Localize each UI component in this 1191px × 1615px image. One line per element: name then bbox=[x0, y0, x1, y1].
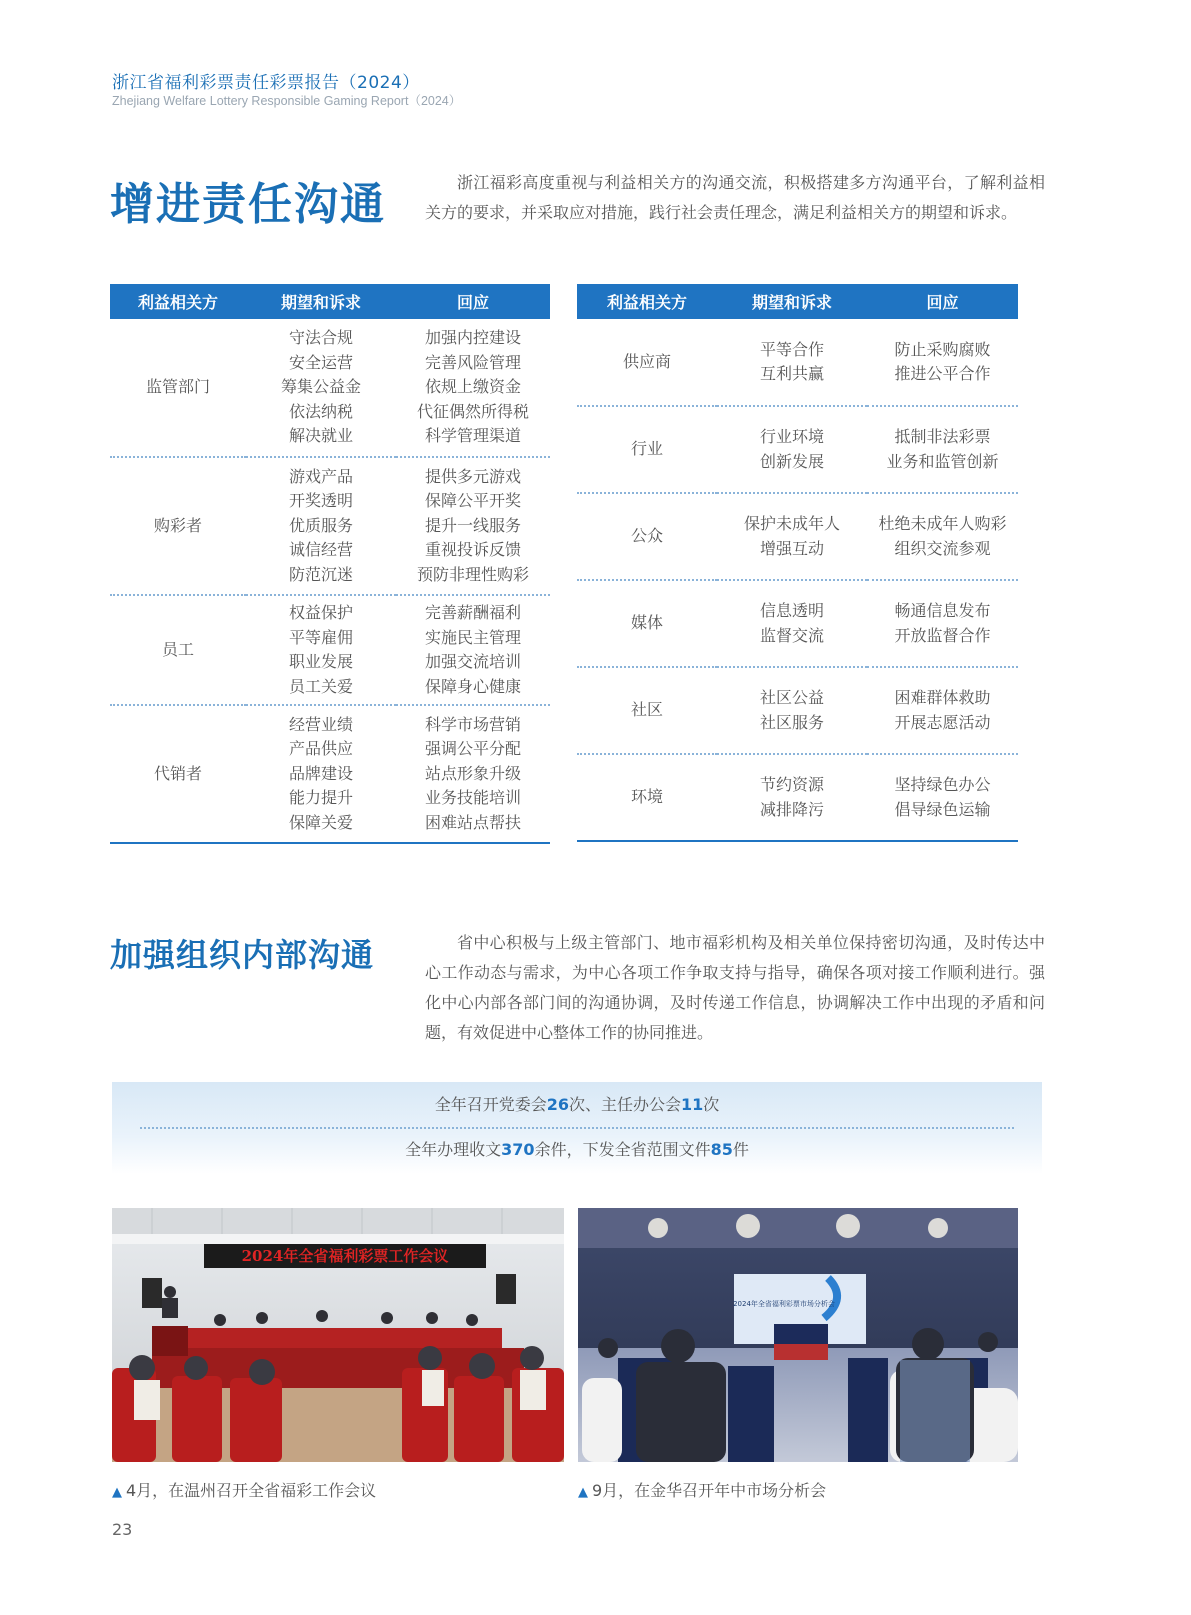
stakeholder-name: 环境 bbox=[577, 754, 717, 841]
response-item: 倡导绿色运输 bbox=[894, 799, 991, 819]
table-row bbox=[577, 493, 1018, 580]
expectation-item: 增强互动 bbox=[759, 538, 824, 558]
stakeholder-name: 公众 bbox=[577, 493, 717, 580]
expectation-item: 保障关爱 bbox=[288, 812, 353, 832]
table-row bbox=[577, 580, 1018, 667]
expectation-item: 节约资源 bbox=[759, 775, 824, 794]
stakeholder-name: 行业 bbox=[577, 406, 717, 493]
response-list bbox=[867, 406, 1018, 493]
expectation-item: 权益保护 bbox=[288, 603, 353, 622]
response-list bbox=[396, 595, 550, 705]
col-header-response: 回应 bbox=[867, 284, 1018, 319]
expectation-item: 行业环境 bbox=[759, 427, 824, 446]
table-row bbox=[577, 754, 1018, 841]
response-list bbox=[867, 754, 1018, 841]
expectation-item: 社区公益 bbox=[759, 688, 824, 707]
expectation-item: 互利共赢 bbox=[759, 364, 824, 383]
triangle-icon: ▲ bbox=[112, 1485, 122, 1500]
response-list bbox=[396, 319, 550, 457]
response-item: 完善风险管理 bbox=[424, 352, 521, 372]
expectation-item: 信息透明 bbox=[759, 601, 824, 620]
expectation-list bbox=[246, 595, 396, 705]
stakeholder-name: 代销者 bbox=[110, 705, 246, 843]
expectation-list bbox=[717, 667, 867, 754]
expectation-item: 经营业绩 bbox=[288, 714, 353, 734]
col-header-expect: 期望和诉求 bbox=[246, 284, 396, 319]
response-item: 畅通信息发布 bbox=[894, 601, 991, 620]
response-item: 防止采购腐败 bbox=[894, 339, 991, 359]
expectation-item: 筹集公益金 bbox=[280, 377, 361, 397]
expectation-list bbox=[246, 457, 396, 595]
response-item: 业务技能培训 bbox=[424, 788, 521, 808]
expectation-item: 能力提升 bbox=[288, 788, 353, 808]
expectation-item: 优质服务 bbox=[288, 515, 353, 535]
expectation-item: 游戏产品 bbox=[288, 466, 353, 486]
expectation-list bbox=[246, 319, 396, 457]
response-item: 杜绝未成年人购彩 bbox=[878, 514, 1007, 533]
expectation-list bbox=[717, 319, 867, 406]
table-row bbox=[577, 406, 1018, 493]
stakeholder-name: 供应商 bbox=[577, 319, 717, 406]
expectation-list bbox=[717, 580, 867, 667]
section1-paragraph: 浙江福彩高度重视与利益相关方的沟通交流，积极搭建多方沟通平台，了解利益相关方的要求，并采取应对措施，践行社会责任理念，满足利益相关方的期望和诉求。 bbox=[425, 173, 1045, 222]
expectation-item: 产品供应 bbox=[288, 739, 353, 759]
caption-left: ▲ 4月，在温州召开全省福彩工作会议 bbox=[112, 1481, 377, 1500]
expectation-item: 开奖透明 bbox=[288, 491, 353, 511]
table-row bbox=[110, 705, 550, 843]
expectation-item: 平等合作 bbox=[759, 339, 824, 359]
report-title-en: Zhejiang Welfare Lottery Responsible Gaming Report（2024） bbox=[112, 94, 462, 108]
response-list bbox=[867, 319, 1018, 406]
response-list bbox=[396, 705, 550, 843]
stat-line-documents: 全年办理收文370余件，下发全省范围文件85件 bbox=[405, 1140, 749, 1159]
response-item: 完善薪酬福利 bbox=[424, 603, 521, 622]
response-item: 保障公平开奖 bbox=[424, 491, 521, 511]
response-item: 坚持绿色办公 bbox=[894, 775, 991, 794]
stakeholder-table-right bbox=[577, 284, 1018, 842]
response-item: 困难群体救助 bbox=[894, 688, 991, 707]
triangle-icon: ▲ bbox=[578, 1485, 588, 1500]
response-item: 实施民主管理 bbox=[424, 627, 521, 647]
response-item: 加强内控建设 bbox=[424, 328, 521, 348]
response-item: 保障身心健康 bbox=[424, 676, 521, 696]
response-item: 提升一线服务 bbox=[424, 515, 521, 535]
expectation-item: 解决就业 bbox=[288, 426, 353, 446]
response-item: 业务和监管创新 bbox=[886, 451, 999, 471]
expectation-list bbox=[246, 705, 396, 843]
stat-line-meetings: 全年召开党委会26次、主任办公会11次 bbox=[434, 1095, 720, 1114]
expectation-item: 员工关爱 bbox=[288, 676, 353, 696]
expectation-item: 依法纳税 bbox=[288, 401, 353, 421]
expectation-item: 安全运营 bbox=[288, 352, 353, 372]
expectation-item: 创新发展 bbox=[759, 451, 824, 471]
col-header-expect: 期望和诉求 bbox=[717, 284, 867, 319]
response-list bbox=[396, 457, 550, 595]
stakeholder-name: 员工 bbox=[110, 595, 246, 705]
stakeholder-name: 社区 bbox=[577, 667, 717, 754]
col-header-response: 回应 bbox=[396, 284, 550, 319]
expectation-item: 保护未成年人 bbox=[743, 514, 840, 533]
response-item: 科学管理渠道 bbox=[424, 426, 521, 446]
expectation-item: 品牌建设 bbox=[288, 763, 353, 783]
response-item: 强调公平分配 bbox=[424, 739, 521, 759]
stakeholder-name: 监管部门 bbox=[110, 319, 246, 457]
section2-paragraph: 省中心积极与上级主管部门、地市福彩机构及相关单位保持密切沟通，及时传达中心工作动态与需求，为中心各项工作争取支持与指导，确保各项对接工作顺利进行。强化中心内部各部门间的沟通协调，及时传递工作信息，协调解决工作中出现的矛盾和问题，有效促进中心整体工作的协同推进。 bbox=[425, 933, 1045, 1042]
photo-wenzhou-meeting bbox=[112, 1208, 564, 1462]
response-item: 困难站点帮扶 bbox=[424, 812, 521, 832]
response-item: 加强交流培训 bbox=[424, 652, 521, 671]
section2-heading: 加强组织内部沟通 bbox=[110, 936, 375, 974]
table-row bbox=[110, 319, 550, 457]
stats-panel bbox=[112, 1082, 1042, 1174]
response-list bbox=[867, 580, 1018, 667]
page-number: 23 bbox=[112, 1520, 133, 1539]
response-item: 提供多元游戏 bbox=[424, 466, 521, 486]
expectation-item: 守法合规 bbox=[288, 328, 353, 348]
banner-text: 2024年全省福利彩票工作会议 bbox=[241, 1247, 449, 1265]
table-row bbox=[577, 667, 1018, 754]
response-item: 开放监督合作 bbox=[894, 625, 991, 645]
stakeholder-table-left bbox=[110, 284, 550, 844]
report-title-cn: 浙江省福利彩票责任彩票报告（2024） bbox=[112, 73, 420, 93]
screen-text: 2024年全省福利彩票市场分析会 bbox=[733, 1300, 835, 1308]
expectation-item: 平等雇佣 bbox=[288, 627, 353, 647]
table-row bbox=[110, 595, 550, 705]
expectation-item: 防范沉迷 bbox=[288, 564, 353, 584]
response-item: 推进公平合作 bbox=[894, 364, 991, 383]
response-item: 科学市场营销 bbox=[424, 714, 521, 734]
response-item: 抵制非法彩票 bbox=[894, 427, 991, 446]
response-item: 依规上缴资金 bbox=[424, 377, 521, 397]
photo-jinhua-meeting bbox=[578, 1208, 1018, 1462]
section1-heading: 增进责任沟通 bbox=[110, 179, 386, 230]
response-item: 站点形象升级 bbox=[424, 763, 521, 783]
stats-divider bbox=[140, 1127, 1014, 1129]
caption-right: ▲ 9月，在金华召开年中市场分析会 bbox=[578, 1481, 827, 1500]
response-item: 组织交流参观 bbox=[894, 538, 991, 558]
expectation-item: 减排降污 bbox=[759, 799, 824, 819]
expectation-list bbox=[717, 493, 867, 580]
table-row bbox=[577, 319, 1018, 406]
response-item: 重视投诉反馈 bbox=[424, 540, 521, 560]
expectation-item: 社区服务 bbox=[759, 712, 824, 732]
expectation-list bbox=[717, 406, 867, 493]
expectation-list bbox=[717, 754, 867, 841]
response-item: 代征偶然所得税 bbox=[416, 401, 529, 421]
expectation-item: 职业发展 bbox=[288, 652, 353, 671]
table-row bbox=[110, 457, 550, 595]
expectation-item: 诚信经营 bbox=[288, 540, 353, 560]
stakeholder-name: 媒体 bbox=[577, 580, 717, 667]
response-item: 开展志愿活动 bbox=[894, 712, 991, 732]
col-header-party: 利益相关方 bbox=[577, 284, 717, 319]
response-item: 预防非理性购彩 bbox=[416, 564, 529, 584]
response-list bbox=[867, 493, 1018, 580]
stakeholder-name: 购彩者 bbox=[110, 457, 246, 595]
response-list bbox=[867, 667, 1018, 754]
col-header-party: 利益相关方 bbox=[110, 284, 246, 319]
expectation-item: 监督交流 bbox=[759, 625, 824, 645]
